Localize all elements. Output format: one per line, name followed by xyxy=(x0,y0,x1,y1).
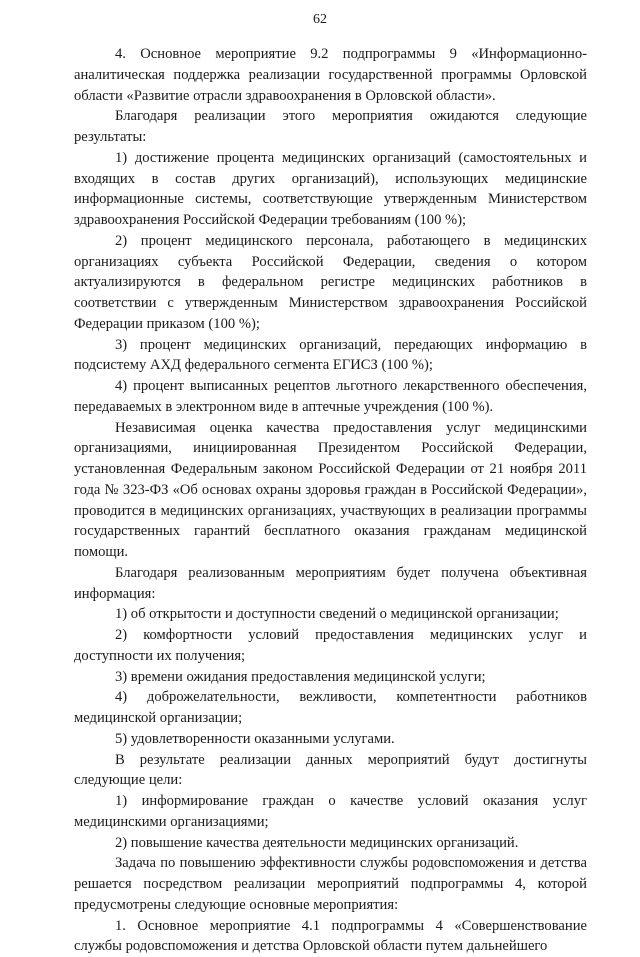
paragraph: 3) процент медицинских организаций, передающих информацию в подсистему АХД федерального сегмента ЕГИСЗ (100 %); xyxy=(74,335,587,377)
paragraph: 2) комфортности условий предоставления медицинских услуг и доступности их получения; xyxy=(74,625,587,667)
paragraph: 3) времени ожидания предоставления медицинской услуги; xyxy=(74,667,587,688)
paragraph: Благодаря реализации этого мероприятия ожидаются следующие результаты: xyxy=(74,106,587,148)
paragraph: 2) повышение качества деятельности медицинских организаций. xyxy=(74,833,587,854)
paragraph: 1) об открытости и доступности сведений о медицинской организации; xyxy=(74,604,587,625)
paragraph: Независимая оценка качества предоставления услуг медицинскими организациями, инициированная Президентом Российской Федерации, установленная Федеральным законом Российской Федерации от 21 ноября 2011 года № 323-ФЗ «Об основах охраны здоровья граждан в Российской Федерации», проводится в медицинских организациях, участвующих в реализации программы государственных гарантий бесплатного оказания гражданам медицинской помощи. xyxy=(74,418,587,563)
paragraph: Задача по повышению эффективности службы родовспоможения и детства решается посредством реализации мероприятий подпрограммы 4, которой предусмотрены следующие основные мероприятия: xyxy=(74,853,587,915)
document-body xyxy=(74,44,587,957)
paragraph: 5) удовлетворенности оказанными услугами. xyxy=(74,729,587,750)
paragraph: 4) доброжелательности, вежливости, компетентности работников медицинской организации; xyxy=(74,687,587,729)
paragraph: Благодаря реализованным мероприятиям будет получена объективная информация: xyxy=(74,563,587,605)
page-number: 62 xyxy=(0,12,640,28)
paragraph: 1) достижение процента медицинских организаций (самостоятельных и входящих в состав других организаций), использующих медицинские информационные системы, соответствующие утвержденным Министерством здравоохранения Российской Федерации требованиям (100 %); xyxy=(74,148,587,231)
paragraph: В результате реализации данных мероприятий будут достигнуты следующие цели: xyxy=(74,750,587,792)
paragraph: 1. Основное мероприятие 4.1 подпрограммы 4 «Совершенствование службы родовспоможения и детства Орловской области путем дальнейшего xyxy=(74,916,587,957)
paragraph: 4) процент выписанных рецептов льготного лекарственного обеспечения, передаваемых в электронном виде в аптечные учреждения (100 %). xyxy=(74,376,587,418)
paragraph: 1) информирование граждан о качестве условий оказания услуг медицинскими организациями; xyxy=(74,791,587,833)
paragraph: 2) процент медицинского персонала, работающего в медицинских организациях субъекта Российской Федерации, сведения о котором актуализируются в федеральном регистре медицинских работников в соответствии с утвержденным Министерством здравоохранения Российской Федерации приказом (100 %); xyxy=(74,231,587,335)
paragraph: 4. Основное мероприятие 9.2 подпрограммы 9 «Информационно-аналитическая поддержка реализации государственной программы Орловской области «Развитие отрасли здравоохранения в Орловской области». xyxy=(74,44,587,106)
